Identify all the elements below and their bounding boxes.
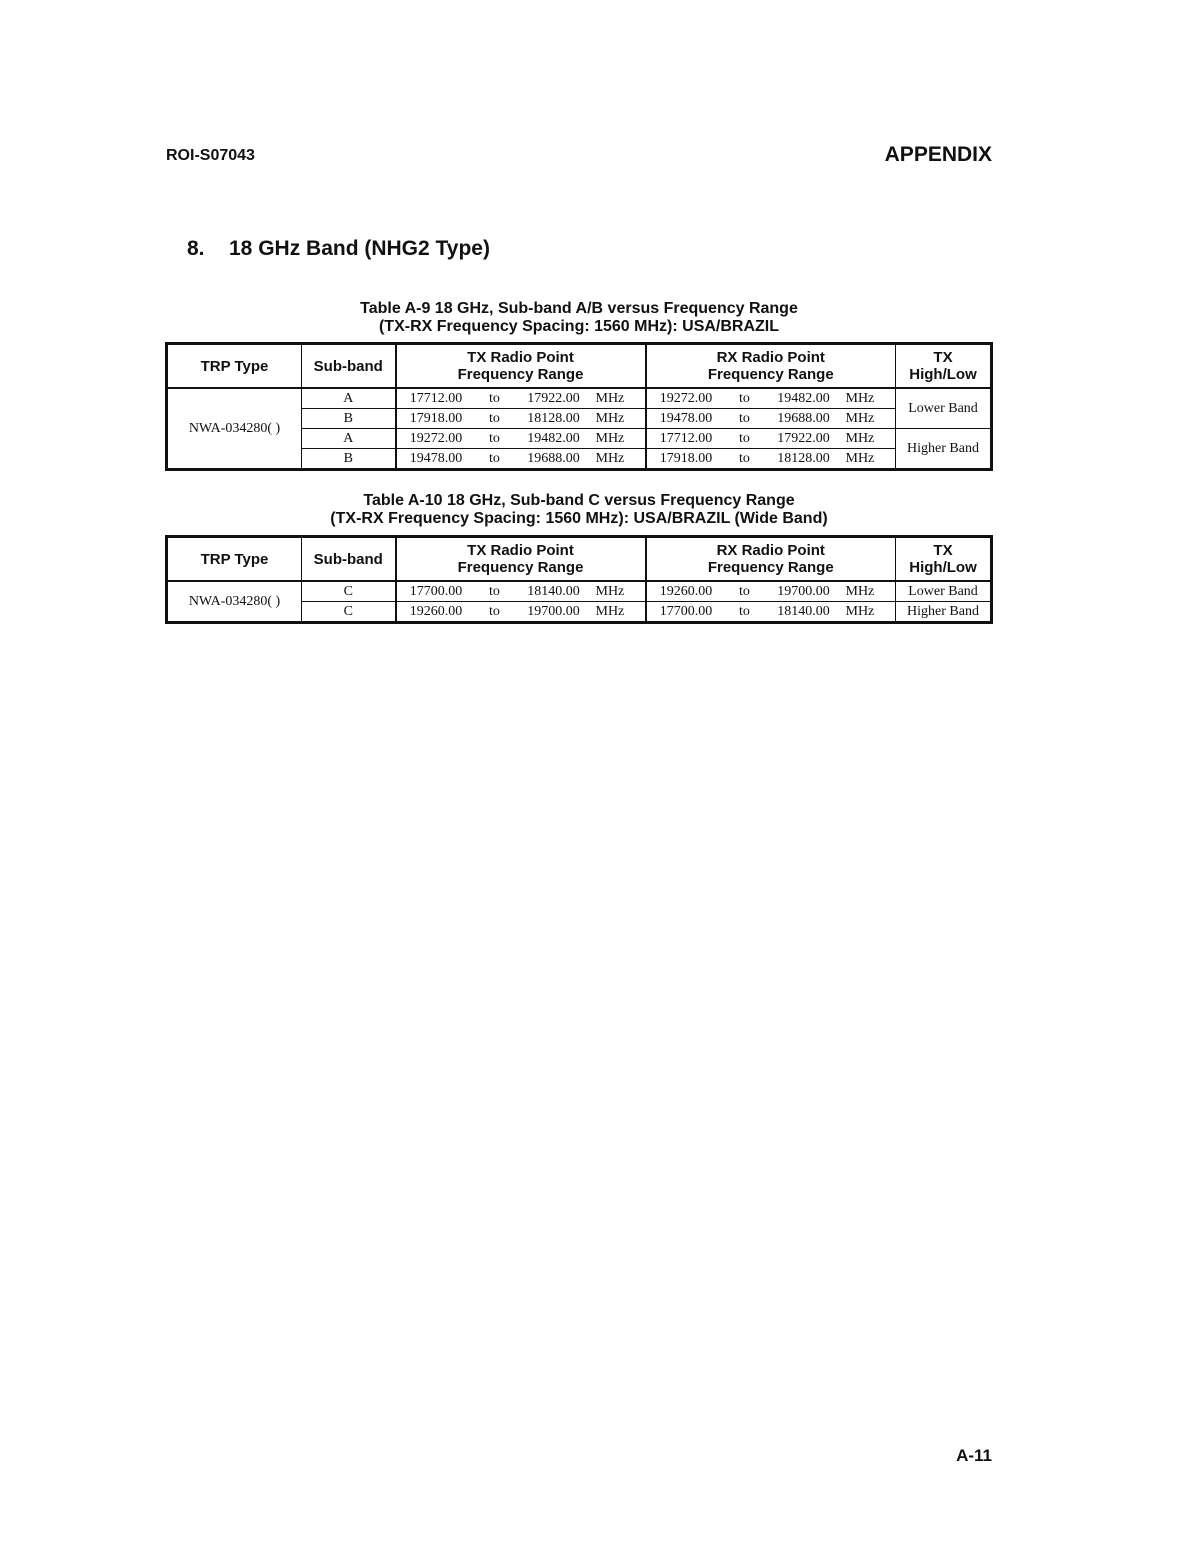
rx-from-cell: 19478.00 — [646, 409, 726, 429]
rx-to-cell: 18140.00 — [764, 602, 844, 623]
table-a10-header-row — [167, 537, 992, 582]
col-header-sub-band: Sub-band — [302, 537, 396, 582]
tx-from-cell: 19478.00 — [396, 449, 476, 470]
tx-separator-cell: to — [476, 602, 514, 623]
col-header-rx-range — [646, 537, 896, 582]
tx-to-cell: 19688.00 — [514, 449, 594, 470]
document-id: ROI-S07043 — [166, 147, 255, 164]
col-header-tx-range-line1: TX Radio Point — [467, 542, 574, 559]
sub-band-cell: B — [302, 409, 396, 429]
rx-unit-cell: MHz — [844, 429, 896, 449]
col-header-trp-type: TRP Type — [167, 344, 302, 389]
band-high-cell: Higher Band — [896, 429, 992, 470]
rx-separator-cell: to — [726, 409, 764, 429]
table-a10-caption — [166, 492, 992, 528]
col-header-sub-band: Sub-band — [302, 344, 396, 389]
section-label: APPENDIX — [884, 143, 992, 166]
col-header-tx-high-low-line1: TX — [933, 349, 953, 366]
tx-to-cell: 19482.00 — [514, 429, 594, 449]
rx-separator-cell: to — [726, 581, 764, 602]
tx-unit-cell: MHz — [594, 409, 646, 429]
col-header-rx-range-line1: RX Radio Point — [716, 349, 825, 366]
tx-unit-cell: MHz — [594, 429, 646, 449]
sub-band-cell: C — [302, 602, 396, 623]
table-a10 — [165, 535, 993, 624]
rx-separator-cell: to — [726, 449, 764, 470]
tx-to-cell: 18128.00 — [514, 409, 594, 429]
sub-band-cell: A — [302, 388, 396, 409]
trp-type-cell: NWA-034280( ) — [167, 581, 302, 623]
rx-from-cell: 17918.00 — [646, 449, 726, 470]
table-a9-caption — [166, 300, 992, 336]
rx-separator-cell: to — [726, 429, 764, 449]
col-header-tx-range-line1: TX Radio Point — [467, 349, 574, 366]
table-a9-caption-line2: (TX-RX Frequency Spacing: 1560 MHz): USA/BRAZIL — [378, 318, 780, 335]
rx-unit-cell: MHz — [844, 449, 896, 470]
rx-to-cell: 19688.00 — [764, 409, 844, 429]
tx-from-cell: 17700.00 — [396, 581, 476, 602]
rx-from-cell: 19272.00 — [646, 388, 726, 409]
tx-separator-cell: to — [476, 409, 514, 429]
tx-to-cell: 19700.00 — [514, 602, 594, 623]
rx-from-cell: 17712.00 — [646, 429, 726, 449]
tx-separator-cell: to — [476, 388, 514, 409]
table-a10-caption-line2: (TX-RX Frequency Spacing: 1560 MHz): USA/BRAZIL (Wide Band) — [330, 510, 828, 527]
rx-unit-cell: MHz — [844, 409, 896, 429]
tx-to-cell: 17922.00 — [514, 388, 594, 409]
col-header-tx-range-line2: Frequency Range — [457, 366, 584, 383]
rx-from-cell: 17700.00 — [646, 602, 726, 623]
band-low-cell: Lower Band — [896, 388, 992, 429]
table-row — [167, 388, 992, 409]
rx-from-cell: 19260.00 — [646, 581, 726, 602]
tx-from-cell: 17918.00 — [396, 409, 476, 429]
tx-from-cell: 19272.00 — [396, 429, 476, 449]
tx-unit-cell: MHz — [594, 602, 646, 623]
page-number: A-11 — [956, 1446, 992, 1465]
col-header-tx-high-low-line2: High/Low — [909, 559, 977, 576]
rx-to-cell: 19700.00 — [764, 581, 844, 602]
tx-separator-cell: to — [476, 449, 514, 470]
col-header-tx-range — [396, 344, 646, 389]
col-header-rx-range — [646, 344, 896, 389]
col-header-rx-range-line2: Frequency Range — [707, 559, 834, 576]
rx-separator-cell: to — [726, 602, 764, 623]
trp-type-cell: NWA-034280( ) — [167, 388, 302, 470]
col-header-tx-range-line2: Frequency Range — [457, 559, 584, 576]
tx-from-cell: 19260.00 — [396, 602, 476, 623]
band-cell: Lower Band — [896, 581, 992, 602]
section-number: 8. — [187, 237, 205, 260]
rx-to-cell: 19482.00 — [764, 388, 844, 409]
tx-unit-cell: MHz — [594, 581, 646, 602]
col-header-tx-high-low — [896, 537, 992, 582]
sub-band-cell: C — [302, 581, 396, 602]
sub-band-cell: A — [302, 429, 396, 449]
col-header-trp-type: TRP Type — [167, 537, 302, 582]
section-heading — [187, 237, 490, 261]
rx-unit-cell: MHz — [844, 581, 896, 602]
col-header-tx-high-low — [896, 344, 992, 389]
table-a9 — [165, 342, 993, 471]
tx-unit-cell: MHz — [594, 388, 646, 409]
col-header-rx-range-line1: RX Radio Point — [716, 542, 825, 559]
table-row — [167, 581, 992, 602]
tx-separator-cell: to — [476, 429, 514, 449]
band-cell: Higher Band — [896, 602, 992, 623]
table-a10-caption-line1: Table A-10 18 GHz, Sub-band C versus Frequency Range — [363, 492, 795, 509]
rx-unit-cell: MHz — [844, 388, 896, 409]
col-header-rx-range-line2: Frequency Range — [707, 366, 834, 383]
table-a9-caption-line1: Table A-9 18 GHz, Sub-band A/B versus Frequency Range — [360, 300, 798, 317]
rx-to-cell: 18128.00 — [764, 449, 844, 470]
rx-unit-cell: MHz — [844, 602, 896, 623]
rx-to-cell: 17922.00 — [764, 429, 844, 449]
col-header-tx-high-low-line2: High/Low — [909, 366, 977, 383]
tx-from-cell: 17712.00 — [396, 388, 476, 409]
tx-separator-cell: to — [476, 581, 514, 602]
tx-unit-cell: MHz — [594, 449, 646, 470]
tx-to-cell: 18140.00 — [514, 581, 594, 602]
col-header-tx-high-low-line1: TX — [933, 542, 953, 559]
rx-separator-cell: to — [726, 388, 764, 409]
table-a9-header-row — [167, 344, 992, 389]
col-header-tx-range — [396, 537, 646, 582]
sub-band-cell: B — [302, 449, 396, 470]
section-title: 18 GHz Band (NHG2 Type) — [229, 237, 490, 260]
